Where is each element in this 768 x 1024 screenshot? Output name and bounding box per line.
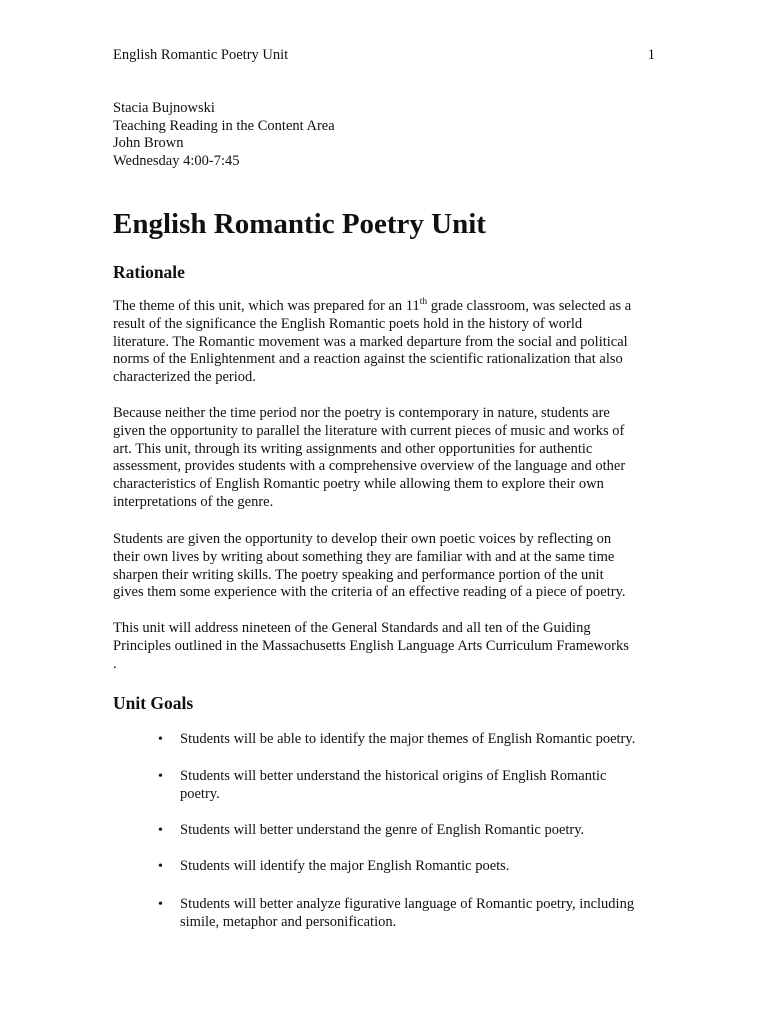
goal-text: Students will better analyze figurative language of Romantic poetry, including simile, metaphor and personification. — [180, 896, 635, 930]
rationale-heading: Rationale — [113, 262, 185, 282]
paragraph-line: assessment, provides students with a comprehensive overview of the language and other — [113, 458, 626, 475]
document-title: English Romantic Poetry Unit — [113, 208, 486, 240]
unit-goals-heading: Unit Goals — [113, 693, 194, 713]
author-block — [113, 100, 335, 170]
goal-text: Students will better understand the historical origins of English Romantic poetry. — [180, 768, 607, 802]
paragraph-line: their own lives by writing about something they are familiar with and at the same time — [113, 548, 615, 565]
running-header-title: English Romantic Poetry Unit — [113, 47, 289, 63]
paragraph-line: norms of the Enlightenment and a reaction against the scientific rationalization that also — [113, 351, 623, 368]
running-header — [113, 46, 655, 64]
rationale-paragraph-4 — [113, 620, 661, 673]
paragraph-line: given the opportunity to parallel the literature with current pieces of music and works of — [113, 422, 625, 439]
rationale-paragraph-1 — [113, 298, 661, 387]
bullet-icon: • — [158, 769, 163, 784]
goal-text: Students will better understand the genre of English Romantic poetry. — [180, 822, 585, 838]
paragraph-line: Because neither the time period nor the poetry is contemporary in nature, students are — [113, 405, 610, 421]
class-schedule: Wednesday 4:00-7:45 — [113, 152, 240, 169]
bullet-icon: • — [158, 897, 163, 912]
goal-text: Students will identify the major English Romantic poets. — [180, 858, 510, 874]
paragraph-line: interpretations of the genre. — [113, 493, 274, 510]
paragraph-line: characterized the period. — [113, 369, 256, 386]
paragraph-line: Principles outlined in the Massachusetts English Language Arts Curriculum Frameworks — [113, 637, 629, 654]
instructor-name: John Brown — [113, 135, 184, 152]
rationale-paragraph-2 — [113, 405, 661, 512]
rationale-paragraph-3 — [113, 531, 661, 602]
paragraph-line: Students are given the opportunity to develop their own poetic voices by reflecting on — [113, 531, 612, 547]
paragraph-line: gives them some experience with the criteria of an effective reading of a piece of poetry. — [113, 584, 626, 601]
course-name: Teaching Reading in the Content Area — [113, 117, 335, 134]
page-number: 1 — [647, 47, 655, 63]
paragraph-line: The theme of this unit, which was prepared for an 11th grade classroom, was selected as a — [113, 297, 632, 314]
paragraph-line: . — [113, 655, 117, 672]
bullet-icon: • — [158, 732, 163, 747]
paragraph-line: art. This unit, through its writing assignments and other opportunities for authentic — [113, 440, 593, 457]
paragraph-line: literature. The Romantic movement was a marked departure from the social and political — [113, 333, 628, 350]
author-name: Stacia Bujnowski — [113, 100, 215, 116]
bullet-icon: • — [158, 859, 163, 874]
bullet-icon: • — [158, 823, 163, 838]
paragraph-line: sharpen their writing skills. The poetry speaking and performance portion of the unit — [113, 566, 604, 583]
ordinal-superscript: th — [419, 297, 428, 307]
paragraph-line: characteristics of English Romantic poetry while allowing them to explore their own — [113, 476, 604, 493]
paragraph-line: This unit will address nineteen of the General Standards and all ten of the Guiding — [113, 620, 591, 636]
paragraph-line: result of the significance the English Romantic poets hold in the history of world — [113, 315, 583, 332]
goal-text: Students will be able to identify the major themes of English Romantic poetry. — [180, 731, 636, 747]
